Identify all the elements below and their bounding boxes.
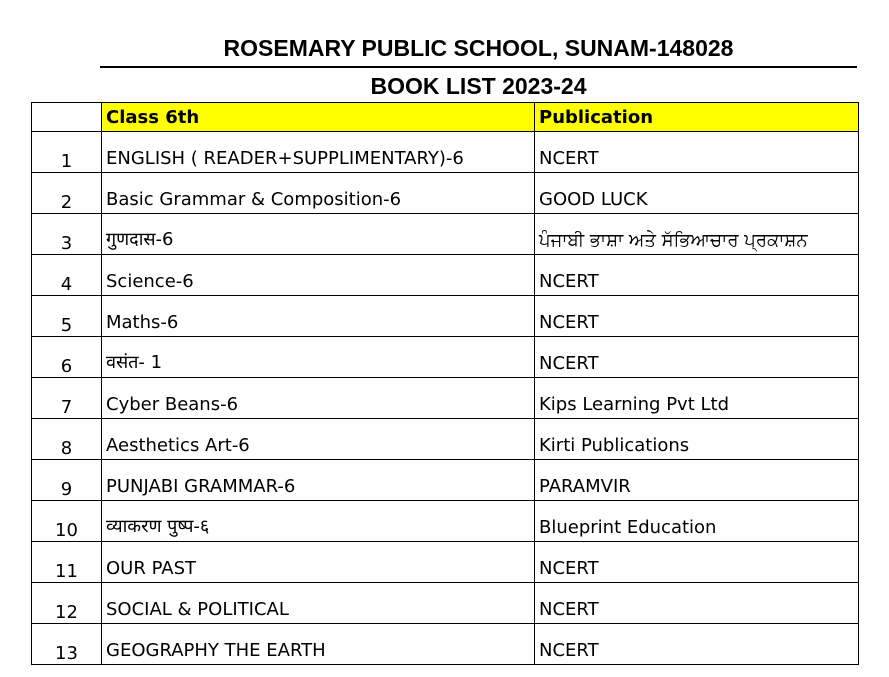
table-row: [32, 583, 859, 624]
book-title: Maths-6: [102, 296, 535, 337]
publication-name: NCERT: [535, 296, 859, 337]
book-title: वसंत- 1: [102, 337, 535, 378]
serial-number: 6: [32, 337, 102, 378]
table-header-row: [32, 103, 859, 132]
publication-name: NCERT: [535, 337, 859, 378]
table-row: [32, 419, 859, 460]
serial-number: 9: [32, 460, 102, 501]
serial-header-cell: [32, 103, 102, 132]
table-row: [32, 501, 859, 542]
publication-name: NCERT: [535, 542, 859, 583]
serial-number: 8: [32, 419, 102, 460]
serial-number: 5: [32, 296, 102, 337]
publication-name: NCERT: [535, 624, 859, 665]
book-title: व्याकरण पुष्प-६: [102, 501, 535, 542]
book-title: Basic Grammar & Composition-6: [102, 173, 535, 214]
publication-name: NCERT: [535, 583, 859, 624]
serial-number: 10: [32, 501, 102, 542]
table-row: [32, 378, 859, 419]
serial-number: 4: [32, 255, 102, 296]
table-row: [32, 132, 859, 173]
book-title: OUR PAST: [102, 542, 535, 583]
serial-number: 2: [32, 173, 102, 214]
table-row: [32, 255, 859, 296]
table-row: [32, 296, 859, 337]
publication-header-cell: Publication: [535, 103, 859, 132]
school-name: ROSEMARY PUBLIC SCHOOL, SUNAM-148028: [100, 34, 857, 68]
book-title: ENGLISH ( READER+SUPPLIMENTARY)-6: [102, 132, 535, 173]
publication-name: GOOD LUCK: [535, 173, 859, 214]
book-title: Aesthetics Art-6: [102, 419, 535, 460]
book-title: PUNJABI GRAMMAR-6: [102, 460, 535, 501]
serial-number: 1: [32, 132, 102, 173]
book-list-table: [31, 102, 859, 665]
publication-name: Blueprint Education: [535, 501, 859, 542]
table-row: [32, 337, 859, 378]
table-row: [32, 214, 859, 255]
table-row: [32, 624, 859, 665]
serial-number: 7: [32, 378, 102, 419]
book-title: Cyber Beans-6: [102, 378, 535, 419]
table-row: [32, 542, 859, 583]
class-header-cell: Class 6th: [102, 103, 535, 132]
publication-name: Kips Learning Pvt Ltd: [535, 378, 859, 419]
serial-number: 11: [32, 542, 102, 583]
publication-name: Kirti Publications: [535, 419, 859, 460]
publication-name: NCERT: [535, 255, 859, 296]
book-list-title: BOOK LIST 2023-24: [370, 73, 587, 99]
table-row: [32, 460, 859, 501]
serial-number: 13: [32, 624, 102, 665]
publication-name: ਪੰਜਾਬੀ ਭਾਸ਼ਾ ਅਤੇ ਸੱਭਿਆਚਾਰ ਪ੍ਰਕਾਸ਼ਨ: [535, 214, 859, 255]
book-title: GEOGRAPHY THE EARTH: [102, 624, 535, 665]
publication-name: NCERT: [535, 132, 859, 173]
serial-number: 3: [32, 214, 102, 255]
serial-number: 12: [32, 583, 102, 624]
publication-name: PARAMVIR: [535, 460, 859, 501]
book-title: गुणदास-6: [102, 214, 535, 255]
book-title: SOCIAL & POLITICAL: [102, 583, 535, 624]
book-title: Science-6: [102, 255, 535, 296]
table-row: [32, 173, 859, 214]
